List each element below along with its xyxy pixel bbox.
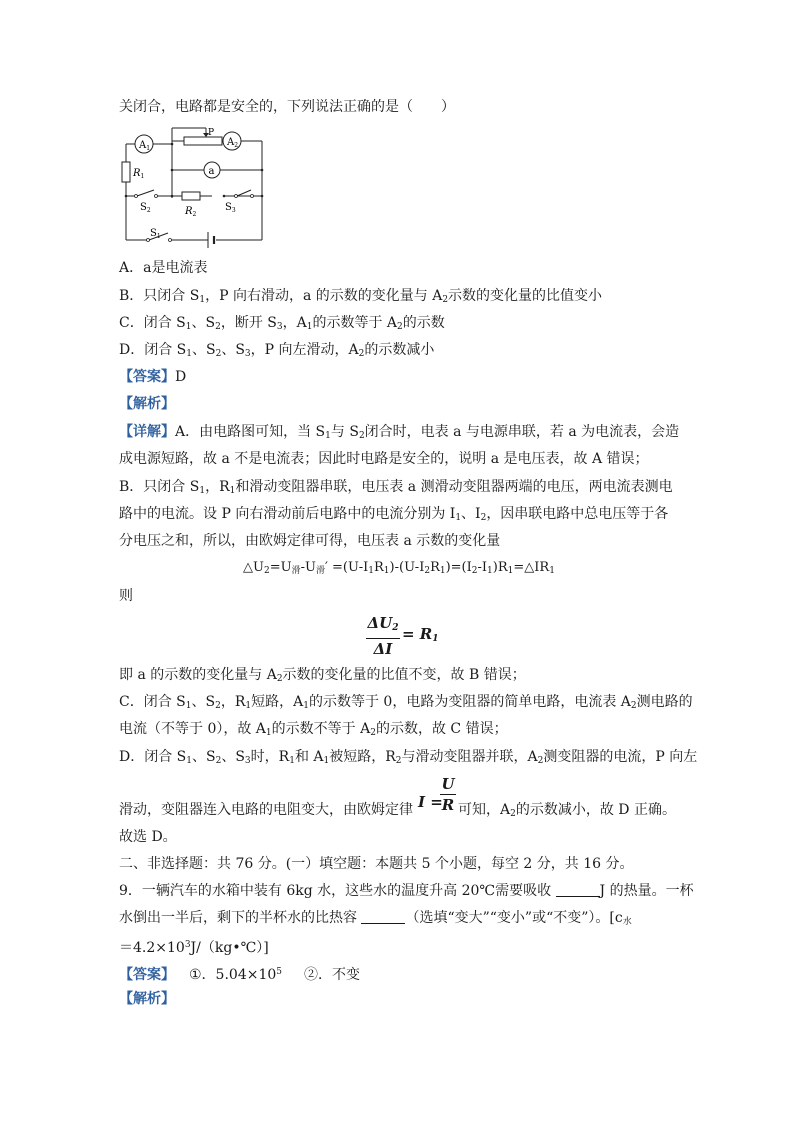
switch-s1-label: $S_1$ [150, 228, 161, 240]
detail-c-line2: 电流（不等于 0），故 $A_1$的示数不等于 $A_2$的示数，故 C 错误； [119, 721, 508, 738]
detail-a-line2: 成电源短路，故 a 不是电流表；因此时电路是安全的，说明 a 是电压表，故 A 错误； [119, 451, 649, 467]
answer-blank-2[interactable] [361, 909, 405, 924]
section-heading: 二、非选择题：共 76 分。(一）填空题：本题共 5 个小题，每空 2 分，共 16 分。 [119, 856, 634, 872]
option-b[interactable]: B．只闭合 $S_1$，P 向右滑动，a 的示数的变化量与 $A_2$示数的变化量的比值变小 [119, 288, 603, 305]
switch-s2-label: $S_2$ [140, 202, 151, 214]
ammeter-a2-label: $A_2$ [227, 137, 239, 149]
detail-b-line3: 分电压之和，所以，由欧姆定律可得，电压表 a 示数的变化量 [119, 533, 501, 549]
analysis-tag: 【解析】 [119, 396, 175, 412]
option-c[interactable]: C．闭合 $S_1$、$S_2$，断开 $S_3$，$A_1$的示数等于 $A_2$的示数 [119, 315, 445, 332]
detail-c-line1: C．闭合 $S_1$、$S_2$，$R_1$短路，$A_1$的示数等于 0，电路为变阻器的简单电路，电流表 $A_2$测电路的 [119, 694, 693, 711]
answer-line: 【答案】D [119, 369, 187, 385]
fraction-rhs: = $R_1$ [402, 625, 439, 644]
answer-blank-1[interactable] [556, 882, 600, 897]
equation-delta-u: $\triangle U_2=U_滑-U_滑'$ $=(U-I_1R_1)-(U-I_2R_1)=(I_2-I_1)R_1=\triangle IR_1$ [243, 560, 555, 576]
question9-analysis-tag: 【解析】 [119, 991, 175, 1007]
detail-d-line2-left: 滑动，变阻器连入电路的电阻变大，由欧姆定律 [119, 802, 413, 818]
option-d[interactable]: D．闭合 $S_1$、$S_2$、$S_3$，P 向左滑动，$A_2$的示数减小 [119, 342, 435, 359]
detail-b-line6: 即 a 的示数的变化量与 $A_2$示数的变化量的比值不变，故 B 错误； [119, 667, 526, 684]
detail-b-line2: 路中的电流。设 P 向右滑动前后电路中的电流分别为 $I_1$、$I_2$，因串联电路中总电压等于各 [119, 506, 669, 523]
detail-b-line1: B．只闭合 $S_1$，$R_1$和滑动变阻器串联，电压表 a 测滑动变阻器两端的电压，两电流表测电 [119, 479, 673, 496]
fraction-delta-u-over-delta-i: $\Delta U_2$ ΔI [367, 614, 399, 658]
fraction-u-over-r: U R [441, 775, 455, 814]
detail-d-line2-right: 可知，$A_2$的示数减小，故 D 正确。 [458, 802, 676, 819]
resistor-r2-label: $R_2$ [185, 206, 197, 218]
switch-s3-label: $S_3$ [225, 202, 236, 214]
detail-d-line1: D．闭合 $S_1$、$S_2$、$S_3$时，$R_1$和 $A_1$被短路，$R_2$与滑动变阻器并联，$A_2$测变阻器的电流，P 向左 [119, 749, 698, 766]
answer-tag: 【答案】 [119, 369, 175, 385]
question-stem: 关闭合，电路都是安全的，下列说法正确的是（ ） [119, 99, 455, 115]
resistor-r1-label: $R_1$ [133, 168, 145, 180]
ohms-law-lhs: I = [418, 793, 443, 811]
question9-line1: 9．一辆汽车的水箱中装有 6kg 水，这些水的温度升高 20℃需要吸收 J 的热量。一杯 [119, 883, 694, 899]
slider-p-label: P [208, 128, 215, 138]
detail-d-conclusion: 故选 D。 [119, 829, 177, 845]
detail-a-line1: 【详解】A．由电路图可知，当 $S_1$与 $S_2$闭合时，电表 a 与电源串联，若 a 为电流表，会造 [119, 424, 680, 441]
circuit-diagram [112, 122, 272, 250]
question9-line2: 水倒出一半后，剩下的半杯水的比热容 （选填“变大”“变小”或“不变”）。[$c_水$ [119, 910, 632, 927]
question9-answer: 【答案】 ①．$5.04\times 10^5$ ②．不变 [119, 967, 361, 983]
ammeter-a1-label: $A_1$ [139, 140, 151, 152]
option-a[interactable]: A．a是电流表 [119, 260, 208, 276]
meter-a-label: a [208, 166, 215, 177]
question9-line3: $=4.2\times 10^3J/(kg•℃)$] [119, 940, 269, 956]
detail-b-then: 则 [119, 588, 133, 604]
